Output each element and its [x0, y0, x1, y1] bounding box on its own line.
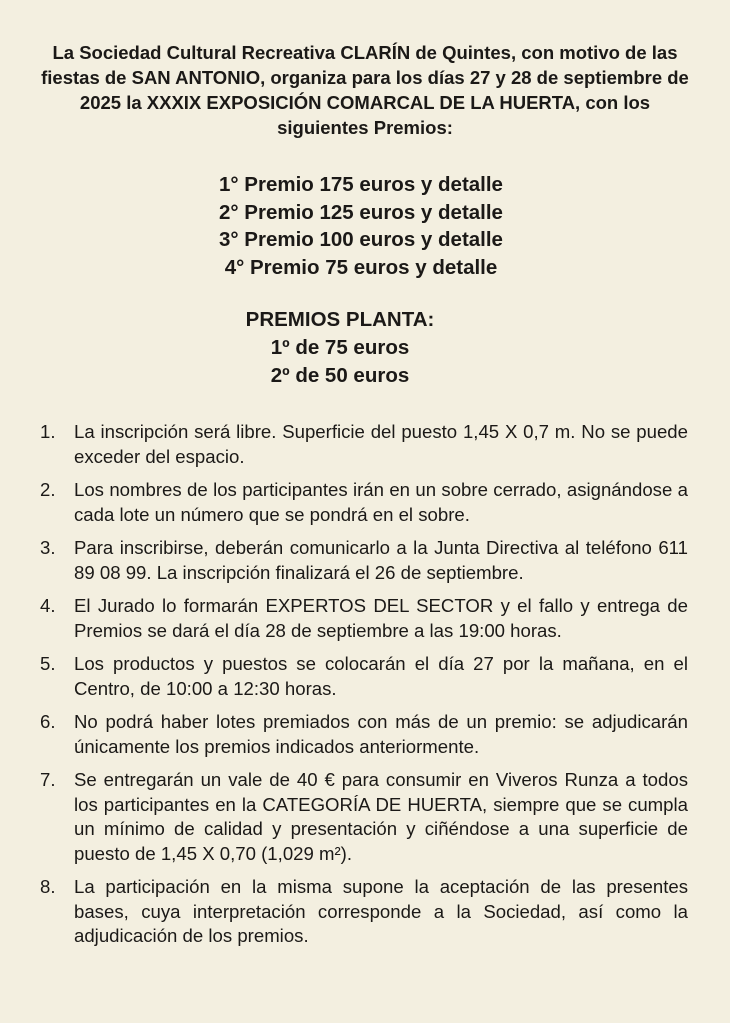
rule-text: La participación en la misma supone la aceptación de las presentes bases, cuya interpretación corresponde a la Sociedad, así como la adjudicación de los premios. [74, 876, 688, 946]
rule-number: 6. [40, 711, 56, 732]
rule-number: 1. [40, 421, 56, 442]
rule-number: 2. [40, 479, 56, 500]
rule-text: Los nombres de los participantes irán en un sobre cerrado, asignándose a cada lote un número que se pondrá en el sobre. [74, 479, 688, 525]
rule-number: 8. [40, 876, 56, 897]
prize-2: 2° Premio 125 euros y detalle [219, 200, 503, 224]
rules-list [36, 420, 688, 958]
rule-text: El Jurado lo formarán EXPERTOS DEL SECTOR y el fallo y entrega de Premios se dará el día 28 de septiembre a las 19:00 horas. [74, 595, 688, 641]
prize-1: 1° Premio 175 euros y detalle [219, 173, 503, 196]
rule-text: La inscripción será libre. Superficie del puesto 1,45 X 0,7 m. No se puede exceder del espacio. [74, 421, 688, 467]
rule-item [36, 710, 688, 759]
rule-item [36, 652, 688, 701]
rule-item [36, 875, 688, 949]
plant-prizes [0, 306, 680, 390]
rule-item [36, 594, 688, 643]
rule-text: Para inscribirse, deberán comunicarlo a la Junta Directiva al teléfono 611 89 08 99. La inscripción finalizará el 26 de septiembre. [74, 537, 688, 583]
rule-text: Se entregarán un vale de 40 € para consumir en Viveros Runza a todos los participantes en la CATEGORÍA DE HUERTA, siempre que se cumpla un mínimo de calidad y presentación y ciñéndose a una superficie de puesto de 1,45 X 0,70 (1,029 m²). [74, 769, 688, 864]
rule-item [36, 420, 688, 469]
rule-number: 5. [40, 653, 56, 674]
plant-prize-2: 2º de 50 euros [270, 364, 410, 387]
plant-prizes-heading: PREMIOS PLANTA: [245, 308, 435, 331]
rule-number: 3. [40, 537, 56, 558]
rule-item [36, 536, 688, 585]
prize-3: 3° Premio 100 euros y detalle [219, 228, 503, 251]
prize-list [0, 171, 722, 281]
rule-text: Los productos y puestos se colocarán el día 27 por la mañana, en el Centro, de 10:00 a 12:30 horas. [74, 653, 688, 699]
rule-text: No podrá haber lotes premiados con más de un premio: se adjudicarán únicamente los premios indicados anteriormente. [74, 711, 688, 757]
rule-number: 7. [40, 769, 56, 790]
prize-4: 4° Premio 75 euros y detalle [224, 255, 498, 279]
rule-item [36, 768, 688, 866]
intro-paragraph: La Sociedad Cultural Recreativa CLARÍN de Quintes, con motivo de las fiestas de SAN ANTONIO, organiza para los días 27 y 28 de septiembre de 2025 la XXXIX EXPOSICIÓN COMARCAL DE LA HUERTA, con los siguientes Premios: [41, 42, 689, 138]
plant-prize-1: 1º de 75 euros [270, 336, 410, 359]
rule-item [36, 478, 688, 527]
rule-number: 4. [40, 595, 56, 616]
